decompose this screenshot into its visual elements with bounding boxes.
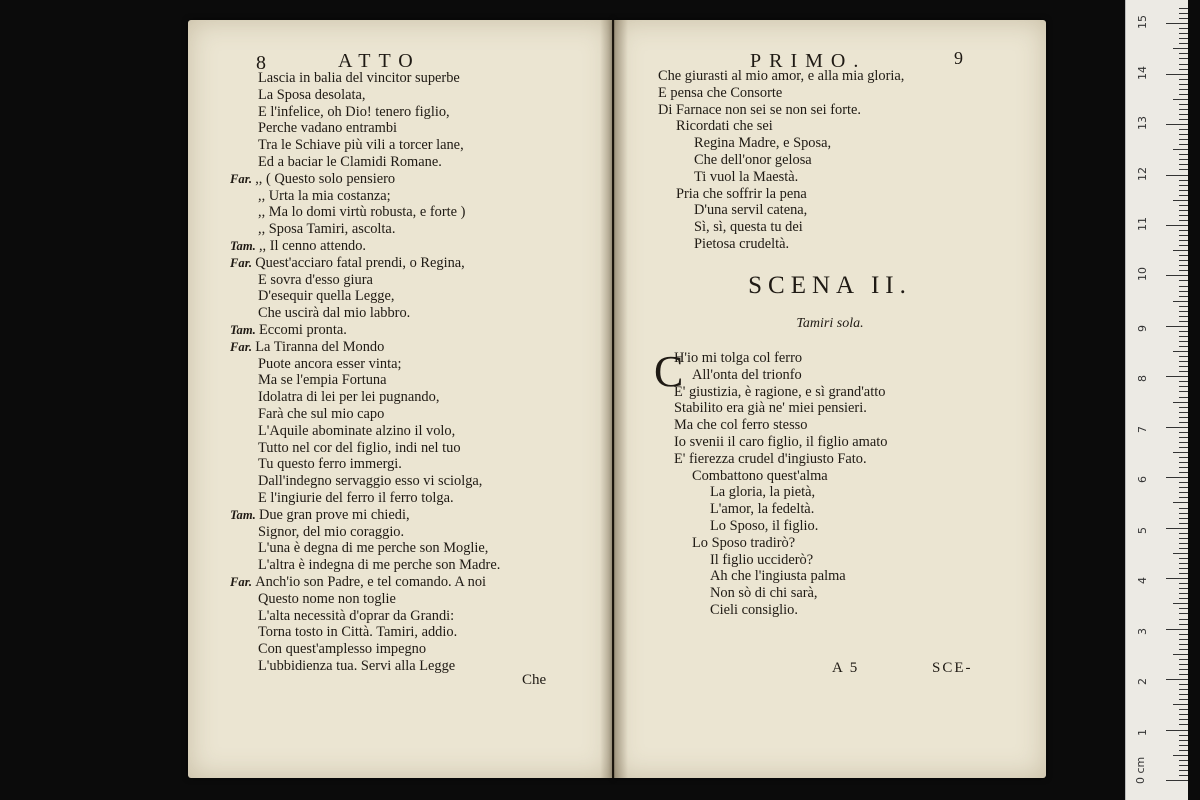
verse-line bbox=[230, 238, 604, 255]
ruler-tick bbox=[1179, 38, 1188, 39]
verse-line bbox=[258, 188, 604, 205]
ruler-tick bbox=[1179, 634, 1188, 635]
ruler-tick bbox=[1179, 487, 1188, 488]
ruler-tick bbox=[1179, 260, 1188, 261]
ruler-tick bbox=[1179, 467, 1188, 468]
verse-line bbox=[258, 120, 604, 137]
left-catchword: Che bbox=[522, 672, 547, 688]
ruler-tick bbox=[1179, 381, 1188, 382]
verse-text: Lascia in balia del vincitor superbe bbox=[258, 70, 460, 86]
ruler-tick bbox=[1173, 250, 1188, 251]
ruler-tick bbox=[1179, 397, 1188, 398]
ruler-tick bbox=[1179, 13, 1188, 14]
verse-line: E pensa che Consorte bbox=[658, 84, 783, 101]
verse-line: Lo Sposo tradirò? bbox=[692, 534, 796, 551]
ruler-tick bbox=[1179, 89, 1188, 90]
ruler-number: 14 bbox=[1136, 65, 1149, 80]
verse-line bbox=[230, 322, 604, 339]
speaker-label: Far. bbox=[230, 339, 256, 354]
ruler-tick bbox=[1179, 482, 1188, 483]
ruler-tick bbox=[1179, 286, 1188, 287]
ruler-tick bbox=[1179, 79, 1188, 80]
verse-text: Tutto nel cor del figlio, indi nel tuo bbox=[258, 439, 461, 456]
ruler-tick bbox=[1179, 159, 1188, 160]
verse-text: Tu questo ferro immergi. bbox=[258, 456, 402, 473]
left-page-text bbox=[230, 70, 604, 675]
verse-line bbox=[230, 255, 604, 272]
verse-line: Regina Madre, e Sposa, bbox=[694, 135, 832, 152]
ruler-number: 7 bbox=[1136, 425, 1149, 433]
verse-line bbox=[258, 356, 604, 373]
verse-text: Tra le Schiave più vili a torcer lane, bbox=[258, 137, 464, 154]
verse-line: E' giustizia, è ragione, e sì grand'atto bbox=[674, 383, 886, 400]
ruler-tick bbox=[1179, 689, 1188, 690]
left-page bbox=[188, 20, 612, 778]
verse-text: Dall'indegno servaggio esso vi sciolga, bbox=[258, 473, 483, 490]
ruler-tick bbox=[1179, 775, 1188, 776]
verse-line: Combattono quest'alma bbox=[692, 467, 828, 484]
ruler-tick bbox=[1179, 386, 1188, 387]
ruler-tick bbox=[1173, 704, 1188, 705]
verse-text: Anch'io son Padre, e tel comando. A noi bbox=[255, 573, 487, 590]
ruler-tick bbox=[1179, 669, 1188, 670]
ruler-tick bbox=[1166, 629, 1188, 630]
ruler-tick bbox=[1166, 376, 1188, 377]
ruler-tick bbox=[1179, 341, 1188, 342]
ruler-number: 12 bbox=[1136, 166, 1149, 181]
ruler-tick bbox=[1179, 391, 1188, 392]
ruler-tick bbox=[1179, 588, 1188, 589]
ruler-tick bbox=[1179, 185, 1188, 186]
verse-line bbox=[258, 490, 604, 507]
ruler-tick bbox=[1179, 457, 1188, 458]
verse-text: Con quest'amplesso impegno bbox=[258, 641, 427, 658]
verse-text: Idolatra di lei per lei pugnando, bbox=[258, 389, 440, 406]
right-page-verse bbox=[658, 68, 1038, 253]
ruler-tick bbox=[1179, 210, 1188, 211]
left-running-head: ATTO bbox=[338, 50, 421, 72]
verse-text: L'Aquile abominate alzino il volo, bbox=[258, 422, 456, 439]
ruler-tick bbox=[1179, 624, 1188, 625]
ruler-tick bbox=[1179, 548, 1188, 549]
verse-line: H'io mi tolga col ferro bbox=[674, 350, 803, 366]
verse-text: Due gran prove mi chiedi, bbox=[258, 506, 410, 523]
verse-text: L'altra è indegna di me perche son Madre. bbox=[258, 557, 501, 574]
verse-line: Non sò di chi sarà, bbox=[710, 585, 818, 602]
ruler-tick bbox=[1179, 84, 1188, 85]
ruler-tick bbox=[1179, 18, 1188, 19]
verse-line bbox=[258, 658, 604, 675]
ruler-tick bbox=[1179, 331, 1188, 332]
ruler-tick bbox=[1179, 674, 1188, 675]
signature-mark: A 5 bbox=[832, 660, 860, 676]
verse-line: Io svenii il caro figlio, il figlio amato bbox=[674, 433, 888, 450]
verse-text: Che uscirà dal mio labbro. bbox=[258, 305, 411, 322]
verse-line bbox=[230, 507, 604, 524]
verse-line: Che giurasti al mio amor, e alla mia gloria, bbox=[658, 68, 905, 84]
ruler-tick bbox=[1179, 321, 1188, 322]
ruler-unit: 0 cm bbox=[1134, 756, 1147, 784]
ruler-tick bbox=[1166, 326, 1188, 327]
ruler-tick bbox=[1179, 114, 1188, 115]
ruler-tick bbox=[1173, 654, 1188, 655]
book-gutter bbox=[600, 20, 628, 778]
ruler-tick bbox=[1179, 523, 1188, 524]
speaker-label: Tam. bbox=[230, 322, 259, 337]
ruler-tick bbox=[1179, 538, 1188, 539]
ruler-number: 9 bbox=[1136, 324, 1149, 332]
verse-line: Sì, sì, questa tu dei bbox=[694, 219, 803, 236]
ruler-tick bbox=[1179, 134, 1188, 135]
ruler-tick bbox=[1179, 361, 1188, 362]
verse-line bbox=[258, 608, 604, 625]
ruler-tick bbox=[1179, 699, 1188, 700]
ruler-tick bbox=[1173, 502, 1188, 503]
verse-line: E' fierezza crudel d'ingiusto Fato. bbox=[674, 450, 867, 467]
ruler-tick bbox=[1173, 553, 1188, 554]
ruler-tick bbox=[1179, 760, 1188, 761]
verse-line bbox=[258, 423, 604, 440]
ruler-tick bbox=[1179, 306, 1188, 307]
ruler-number: 11 bbox=[1136, 216, 1149, 231]
ruler-tick bbox=[1179, 518, 1188, 519]
ruler-tick bbox=[1173, 301, 1188, 302]
ruler-tick bbox=[1179, 684, 1188, 685]
measuring-ruler bbox=[1125, 0, 1188, 800]
ruler-tick bbox=[1179, 644, 1188, 645]
ruler-tick bbox=[1179, 573, 1188, 574]
ruler-tick bbox=[1179, 94, 1188, 95]
ruler-tick bbox=[1179, 215, 1188, 216]
verse-line bbox=[230, 171, 604, 188]
ruler-tick bbox=[1179, 598, 1188, 599]
ruler-tick bbox=[1179, 407, 1188, 408]
verse-line bbox=[258, 641, 604, 658]
ruler-number: 6 bbox=[1136, 476, 1149, 484]
ruler-tick bbox=[1166, 730, 1188, 731]
ruler-tick bbox=[1179, 356, 1188, 357]
verse-line: L'amor, la fedeltà. bbox=[710, 501, 815, 518]
verse-text: Questo nome non toglie bbox=[258, 590, 396, 607]
ruler-tick bbox=[1179, 58, 1188, 59]
verse-line: Ma che col ferro stesso bbox=[674, 417, 808, 434]
verse-text: La Sposa desolata, bbox=[258, 86, 366, 103]
ruler-tick bbox=[1179, 64, 1188, 65]
ruler-tick bbox=[1179, 205, 1188, 206]
ruler-number: 13 bbox=[1136, 116, 1149, 131]
verse-line: Cieli consiglio. bbox=[710, 601, 798, 618]
ruler-tick bbox=[1179, 442, 1188, 443]
ruler-tick bbox=[1179, 230, 1188, 231]
ruler-tick bbox=[1179, 311, 1188, 312]
verse-line bbox=[230, 339, 604, 356]
verse-text: E sovra d'esso giura bbox=[258, 271, 373, 288]
ruler-tick bbox=[1179, 28, 1188, 29]
ruler-tick bbox=[1179, 412, 1188, 413]
ruler-tick bbox=[1173, 402, 1188, 403]
ruler-tick bbox=[1179, 69, 1188, 70]
ruler-tick bbox=[1179, 724, 1188, 725]
scene-subtitle: Tamiri sola. bbox=[796, 316, 864, 331]
ruler-tick bbox=[1179, 164, 1188, 165]
verse-line: Che dell'onor gelosa bbox=[694, 151, 812, 168]
ruler-tick bbox=[1179, 709, 1188, 710]
ruler-tick bbox=[1179, 129, 1188, 130]
ruler-tick bbox=[1179, 104, 1188, 105]
ruler-tick bbox=[1179, 144, 1188, 145]
ruler-number: 15 bbox=[1136, 15, 1149, 30]
right-running-head: PRIMO. bbox=[750, 50, 867, 72]
ruler-tick bbox=[1166, 427, 1188, 428]
verse-text: ,, Sposa Tamiri, ascolta. bbox=[258, 221, 396, 238]
verse-line: La gloria, la pietà, bbox=[710, 484, 816, 501]
verse-text: Eccomi pronta. bbox=[258, 321, 347, 338]
ruler-tick bbox=[1173, 200, 1188, 201]
verse-line: Pria che soffrir la pena bbox=[676, 185, 807, 202]
ruler-tick bbox=[1179, 583, 1188, 584]
verse-line bbox=[258, 372, 604, 389]
verse-line bbox=[258, 389, 604, 406]
verse-text: L'alta necessità d'oprar da Grandi: bbox=[258, 607, 455, 624]
ruler-tick bbox=[1179, 563, 1188, 564]
ruler-tick bbox=[1179, 719, 1188, 720]
verse-line bbox=[258, 540, 604, 557]
ruler-tick bbox=[1179, 568, 1188, 569]
verse-text: E l'infelice, oh Dio! tenero figlio, bbox=[258, 103, 450, 120]
ruler-number: 10 bbox=[1136, 267, 1149, 282]
verse-text: Ed a baciar le Clamidi Romane. bbox=[258, 153, 442, 170]
ruler-tick bbox=[1179, 195, 1188, 196]
verse-line bbox=[258, 624, 604, 641]
ruler-tick bbox=[1179, 8, 1188, 9]
ruler-tick bbox=[1179, 659, 1188, 660]
verse-line: Il figlio ucciderò? bbox=[710, 551, 814, 568]
ruler-tick bbox=[1179, 765, 1188, 766]
ruler-tick bbox=[1179, 664, 1188, 665]
verse-text: La Tiranna del Mondo bbox=[255, 338, 385, 355]
ruler-tick bbox=[1166, 578, 1188, 579]
ruler-tick bbox=[1179, 770, 1188, 771]
ruler-tick bbox=[1179, 265, 1188, 266]
ruler-tick bbox=[1179, 417, 1188, 418]
right-page-number: 9 bbox=[954, 48, 963, 68]
verse-line bbox=[258, 154, 604, 171]
ruler-tick bbox=[1173, 48, 1188, 49]
ruler-tick bbox=[1179, 235, 1188, 236]
ruler-number: 3 bbox=[1136, 627, 1149, 635]
verse-line: All'onta del trionfo bbox=[692, 366, 802, 383]
verse-text: ,, ( Questo solo pensiero bbox=[255, 170, 396, 187]
ruler-tick bbox=[1179, 432, 1188, 433]
ruler-tick bbox=[1179, 180, 1188, 181]
ruler-tick bbox=[1179, 639, 1188, 640]
ruler-number: 8 bbox=[1136, 375, 1149, 383]
verse-line: Stabilito era già ne' miei pensieri. bbox=[674, 400, 867, 417]
ruler-tick bbox=[1179, 472, 1188, 473]
ruler-tick bbox=[1179, 43, 1188, 44]
left-page-number: 8 bbox=[256, 52, 274, 74]
speaker-label: Far. bbox=[230, 171, 256, 186]
ruler-tick bbox=[1166, 477, 1188, 478]
ruler-tick bbox=[1179, 190, 1188, 191]
ruler-tick bbox=[1179, 740, 1188, 741]
ruler-tick bbox=[1179, 462, 1188, 463]
verse-text: Signor, del mio coraggio. bbox=[258, 523, 405, 540]
ruler-tick bbox=[1179, 492, 1188, 493]
verse-line: Pietosa crudeltà. bbox=[694, 235, 790, 252]
ruler-tick bbox=[1166, 679, 1188, 680]
ruler-tick bbox=[1179, 447, 1188, 448]
ruler-tick bbox=[1179, 533, 1188, 534]
speaker-label: Tam. bbox=[230, 238, 259, 253]
speaker-label: Tam. bbox=[230, 507, 259, 522]
ruler-tick bbox=[1166, 275, 1188, 276]
right-catchword: SCE- bbox=[932, 660, 973, 676]
right-page bbox=[614, 20, 1046, 778]
verse-line: Lo Sposo, il figlio. bbox=[710, 517, 819, 534]
ruler-tick bbox=[1179, 497, 1188, 498]
ruler-tick bbox=[1179, 169, 1188, 170]
drop-cap: C bbox=[654, 347, 684, 396]
open-book bbox=[188, 20, 1048, 778]
ruler-tick bbox=[1179, 366, 1188, 367]
ruler-tick bbox=[1179, 270, 1188, 271]
verse-line bbox=[258, 70, 604, 87]
ruler-tick bbox=[1179, 371, 1188, 372]
ruler-tick bbox=[1179, 619, 1188, 620]
verse-line bbox=[258, 221, 604, 238]
ruler-tick bbox=[1179, 336, 1188, 337]
ruler-tick bbox=[1179, 154, 1188, 155]
verse-text: Perche vadano entrambi bbox=[258, 120, 398, 137]
ruler-tick bbox=[1179, 558, 1188, 559]
verse-line bbox=[258, 406, 604, 423]
ruler-tick bbox=[1166, 175, 1188, 176]
verse-text: Quest'acciaro fatal prendi, o Regina, bbox=[255, 254, 465, 271]
ruler-tick bbox=[1173, 603, 1188, 604]
ruler-tick bbox=[1166, 528, 1188, 529]
verse-text: ,, Urta la mia costanza; bbox=[258, 187, 391, 204]
verse-line bbox=[258, 440, 604, 457]
ruler-number: 4 bbox=[1136, 577, 1149, 585]
verse-text: Ma se l'empia Fortuna bbox=[258, 372, 387, 389]
scene-text bbox=[674, 350, 1044, 619]
ruler-tick bbox=[1166, 124, 1188, 125]
ruler-number: 1 bbox=[1136, 728, 1149, 736]
verse-text: L'ubbidienza tua. Servi alla Legge bbox=[258, 657, 456, 674]
ruler-tick bbox=[1179, 649, 1188, 650]
ruler-tick bbox=[1173, 755, 1188, 756]
verse-line bbox=[230, 574, 604, 591]
verse-text: E l'ingiurie del ferro il ferro tolga. bbox=[258, 489, 454, 506]
ruler-number: 2 bbox=[1136, 678, 1149, 686]
ruler-tick bbox=[1179, 33, 1188, 34]
ruler-tick bbox=[1173, 99, 1188, 100]
verse-line bbox=[258, 137, 604, 154]
ruler-tick bbox=[1179, 245, 1188, 246]
verse-line bbox=[258, 104, 604, 121]
ruler-tick bbox=[1179, 296, 1188, 297]
ruler-tick bbox=[1173, 351, 1188, 352]
ruler-tick bbox=[1179, 255, 1188, 256]
ruler-tick bbox=[1173, 149, 1188, 150]
ruler-tick bbox=[1179, 139, 1188, 140]
ruler-tick bbox=[1179, 608, 1188, 609]
ruler-tick bbox=[1179, 220, 1188, 221]
ruler-tick bbox=[1179, 750, 1188, 751]
verse-line bbox=[258, 305, 604, 322]
verse-line bbox=[258, 87, 604, 104]
ruler-tick bbox=[1179, 613, 1188, 614]
scene-title: SCENA II. bbox=[748, 272, 912, 299]
verse-text: ,, Ma lo domi virtù robusta, e forte ) bbox=[258, 204, 466, 221]
verse-line: Ti vuol la Maestà. bbox=[694, 168, 799, 185]
ruler-tick bbox=[1179, 422, 1188, 423]
ruler-number: 5 bbox=[1136, 526, 1149, 534]
verse-line bbox=[258, 456, 604, 473]
verse-text: Farà che sul mio capo bbox=[258, 405, 385, 422]
ruler-tick bbox=[1179, 543, 1188, 544]
ruler-tick bbox=[1179, 119, 1188, 120]
ruler-tick bbox=[1179, 346, 1188, 347]
ruler-tick bbox=[1179, 291, 1188, 292]
verse-line bbox=[258, 204, 604, 221]
verse-line bbox=[258, 557, 604, 574]
verse-line: Ricordati che sei bbox=[676, 118, 773, 135]
ruler-tick bbox=[1166, 780, 1188, 781]
verse-line bbox=[258, 591, 604, 608]
verse-line bbox=[258, 288, 604, 305]
ruler-tick bbox=[1179, 735, 1188, 736]
ruler-tick bbox=[1179, 593, 1188, 594]
ruler-tick bbox=[1179, 53, 1188, 54]
verse-line bbox=[258, 272, 604, 289]
verse-text: ,, Il cenno attendo. bbox=[258, 237, 367, 254]
ruler-tick bbox=[1179, 240, 1188, 241]
ruler-tick bbox=[1179, 316, 1188, 317]
ruler-tick bbox=[1179, 280, 1188, 281]
ruler-tick bbox=[1179, 437, 1188, 438]
ruler-tick bbox=[1166, 23, 1188, 24]
ruler-tick bbox=[1179, 513, 1188, 514]
verse-text: D'esequir quella Legge, bbox=[258, 288, 395, 305]
ruler-tick bbox=[1179, 109, 1188, 110]
ruler-tick bbox=[1179, 694, 1188, 695]
verse-line bbox=[258, 524, 604, 541]
verse-text: L'una è degna di me perche son Moglie, bbox=[258, 540, 489, 557]
ruler-tick bbox=[1173, 452, 1188, 453]
ruler-tick bbox=[1179, 508, 1188, 509]
verse-text: Torna tosto in Città. Tamiri, addio. bbox=[258, 624, 458, 641]
ruler-tick bbox=[1179, 714, 1188, 715]
verse-line: Di Farnace non sei se non sei forte. bbox=[658, 101, 862, 118]
ruler-tick bbox=[1166, 225, 1188, 226]
verse-line: D'una servil catena, bbox=[694, 202, 808, 219]
ruler-tick bbox=[1179, 745, 1188, 746]
verse-line bbox=[258, 473, 604, 490]
verse-text: Puote ancora esser vinta; bbox=[258, 355, 402, 372]
ruler-tick bbox=[1166, 74, 1188, 75]
verse-line: Ah che l'ingiusta palma bbox=[710, 568, 846, 585]
speaker-label: Far. bbox=[230, 255, 256, 270]
speaker-label: Far. bbox=[230, 574, 256, 589]
